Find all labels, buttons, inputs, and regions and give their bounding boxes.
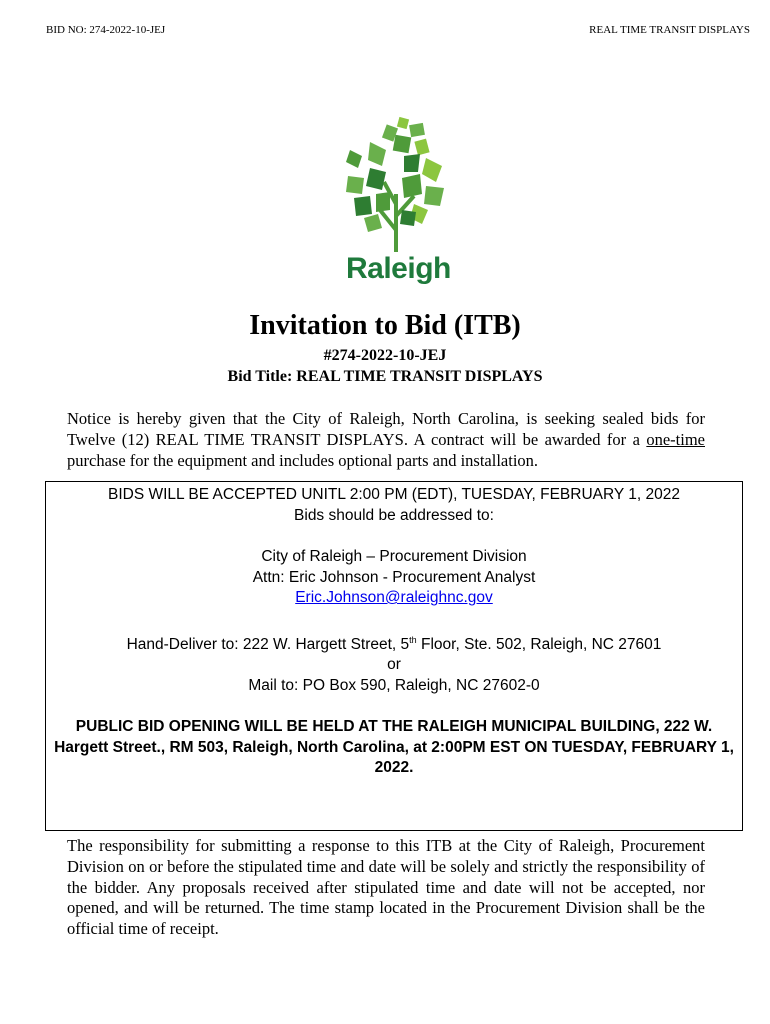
mail-address: Mail to: PO Box 590, Raleigh, NC 27602-0 bbox=[248, 676, 540, 694]
addressed-to: Bids should be addressed to: bbox=[294, 506, 494, 524]
deadline: BIDS WILL BE ACCEPTED UNITL 2:00 PM (EDT), TUESDAY, FEBRUARY 1, 2022 bbox=[108, 486, 680, 503]
bid-title: Bid Title: REAL TIME TRANSIT DISPLAYS bbox=[227, 368, 543, 385]
bid-number: #274-2022-10-JEJ bbox=[323, 347, 447, 364]
hand-deliver-pre: Hand-Deliver to: 222 W. Hargett Street, 5 bbox=[126, 635, 410, 653]
attention: Attn: Eric Johnson - Procurement Analyst bbox=[252, 568, 536, 586]
email-link[interactable]: Eric.Johnson@raleighnc.gov bbox=[295, 589, 493, 606]
public-bid-opening: PUBLIC BID OPENING WILL BE HELD AT THE RALEIGH MUNICIPAL BUILDING, 222 W. Hargett Street., RM 503, Raleigh, North Carolina, at 2:00PM EST ON TUESDAY, FEBRUARY 1, 2022. bbox=[54, 718, 734, 777]
or-text: or bbox=[387, 656, 401, 674]
hand-deliver-address bbox=[46, 630, 742, 656]
header-project-title: REAL TIME TRANSIT DISPLAYS bbox=[589, 24, 750, 36]
notice-text: Notice is hereby given that the City of Raleigh, North Carolina, is seeking sealed bids for Twelve (12) REAL TIME TRANSIT DISPLAYS. A contract will be awarded for a bbox=[67, 409, 705, 449]
notice-underlined: one-time bbox=[646, 430, 705, 449]
bid-info-box bbox=[45, 481, 743, 831]
notice-text-end: purchase for the equipment and includes optional parts and installation. bbox=[67, 451, 539, 470]
raleigh-wordmark: Raleigh bbox=[346, 252, 451, 285]
responsibility-paragraph: The responsibility for submitting a response to this ITB at the City of Raleigh, Procurement Division on or before the stipulated time and date will be solely and strictly the responsibility of the bidder. Any proposals received after stipulated time and date will not be accepted, nor opened, and will be returned. The time stamp located in the Procurement Division shall be the official time of receipt. bbox=[67, 836, 705, 939]
page-title: Invitation to Bid (ITB) bbox=[249, 310, 521, 341]
organization: City of Raleigh – Procurement Division bbox=[261, 548, 527, 565]
hand-deliver-sup: th bbox=[409, 634, 417, 645]
header-bid-number: BID NO: 274-2022-10-JEJ bbox=[46, 24, 166, 36]
notice-paragraph bbox=[67, 408, 705, 471]
hand-deliver-post: Floor, Ste. 502, Raleigh, NC 27601 bbox=[416, 635, 662, 653]
